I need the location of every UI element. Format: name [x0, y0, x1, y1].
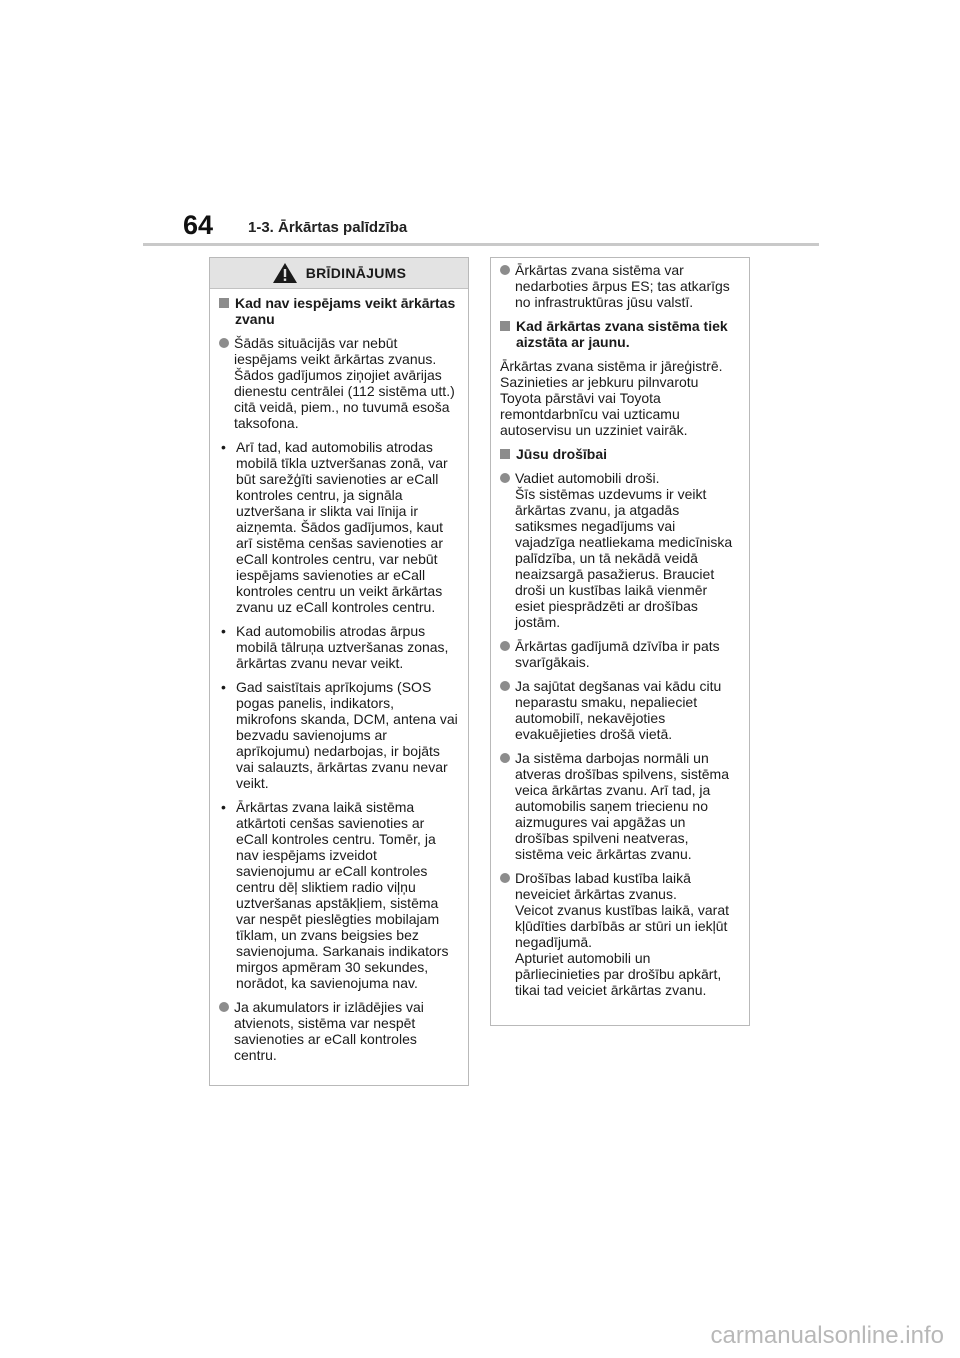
circle-bullet-icon [500, 473, 510, 483]
square-bullet-icon [500, 321, 510, 331]
list-item: Ja sajūtat degšanas vai kādu citu neparastu smaku, nepalieciet automobilī, nekavējoties evakuējieties drošā vietā. [500, 678, 739, 742]
warning-heading: Kad ārkārtas zvana sistēma tiek aizstāta ar jaunu. [500, 318, 739, 350]
list-item: Ja akumulators ir izlādējies vai atvienots, sistēma var nespēt savienoties ar eCall kontroles centru. [219, 999, 458, 1063]
list-item: • Ārkārtas zvana laikā sistēma atkārtoti cenšas savienoties ar eCall kontroles centru. Tomēr, ja nav iespējams izveidot savienojumu ar eCall kontroles centru dēļ sliktiem radio viļņu uztveršanas apstākļiem, sistēma var nespēt pieslēgties mobilajam tīklam, un zvans beigsies bez savienojuma. Sarkanais indikators mirgos apmēram 30 sekundes, norādot, ka savienojuma nav. [221, 799, 449, 991]
list-item: • Kad automobilis atrodas ārpus mobilā tālruņa uztveršanas zonas, ārkārtas zvanu nevar veikt. [221, 623, 449, 671]
warning-box [209, 257, 469, 1086]
list-item: Ārkārtas gadījumā dzīvība ir pats svarīgākais. [500, 638, 739, 670]
paragraph: Ārkārtas zvana sistēma ir jāreģistrē. Sazinieties ar jebkuru pilnvarotu Toyota pārstāvi vai Toyota remontdarbnīcu vai uzticamu autoservisu un uzziniet vairāk. [500, 358, 723, 438]
circle-bullet-icon [500, 641, 510, 651]
circle-bullet-icon [500, 681, 510, 691]
list-item: Ja sistēma darbojas normāli un atveras drošības spilvens, sistēma veica ārkārtas zvanu. Arī tad, ja automobilis saņem triecienu no aizmugures vai apgāžas un drošības spilveni neatveras, sistēma veic ārkārtas zvanu. [500, 750, 739, 862]
section-title: 1-3. Ārkārtas palīdzība [248, 219, 408, 236]
list-item: Šādās situācijās var nebūt iespējams veikt ārkārtas zvanus. Šādos gadījumos ziņojiet avārijas dienestu centrālei (112 sistēma utt.) citā veidā, piem., no tuvumā esoša taksofona. [219, 335, 458, 431]
list-item: Vadiet automobili droši. Šīs sistēmas uzdevums ir veikt ārkārtas zvanu, ja atgadās satiksmes negadījums vai vajadzīga neatliekama medicīniska palīdzība, un tā nekādā veidā neaizsargā pasažierus. Brauciet droši un kustības laikā vienmēr esiet piesprādzēti ar drošības jostām. [500, 470, 739, 630]
warning-heading: Kad nav iespējams veikt ārkārtas zvanu [219, 295, 458, 327]
circle-bullet-icon [219, 1002, 229, 1012]
warning-heading: Jūsu drošībai [500, 446, 739, 462]
warning-box-continued [490, 257, 750, 1026]
header-divider [143, 243, 819, 246]
circle-bullet-icon [500, 873, 510, 883]
square-bullet-icon [500, 449, 510, 459]
circle-bullet-icon [219, 338, 229, 348]
list-item: Drošības labad kustība laikā neveiciet ārkārtas zvanus. Veicot zvanus kustības laikā, varat kļūdīties darbībās ar stūri un iekļūt negadījumā. Apturiet automobili un pārliecinieties par drošību apkārt, tikai tad veiciet ārkārtas zvanu. [500, 870, 739, 998]
warning-title: BRĪDINĀJUMS [305, 265, 407, 281]
list-item: • Gad saistītais aprīkojums (SOS pogas panelis, indikators, mikrofons skanda, DCM, antena vai bezvadu savienojums ar aprīkojumu) nedarbojas, ir bojāts vai salauzts, ārkārtas zvanu nevar veikt. [221, 679, 458, 791]
square-bullet-icon [219, 298, 229, 308]
warning-header [210, 258, 468, 289]
circle-bullet-icon [500, 265, 510, 275]
list-item: Ārkārtas zvana sistēma var nedarboties ārpus ES; tas atkarīgs no infrastruktūras jūsu valstī. [500, 262, 739, 310]
warning-triangle-icon [272, 262, 298, 284]
circle-bullet-icon [500, 753, 510, 763]
page-number: 64 [183, 210, 214, 240]
watermark: carmanualsonline.info [710, 1322, 944, 1349]
list-item: • Arī tad, kad automobilis atrodas mobilā tīkla uztveršanas zonā, var būt sarežģīti savienoties ar eCall kontroles centru, ja signāla uztveršana ir slikta vai līnija ir aizņemta. Šādos gadījumos, kaut arī sistēma cenšas savienoties ar eCall kontroles centru, var nebūt iespējams savienoties ar eCall kontroles centru un veikt ārkārtas zvanu uz eCall kontroles centru. [221, 439, 448, 615]
